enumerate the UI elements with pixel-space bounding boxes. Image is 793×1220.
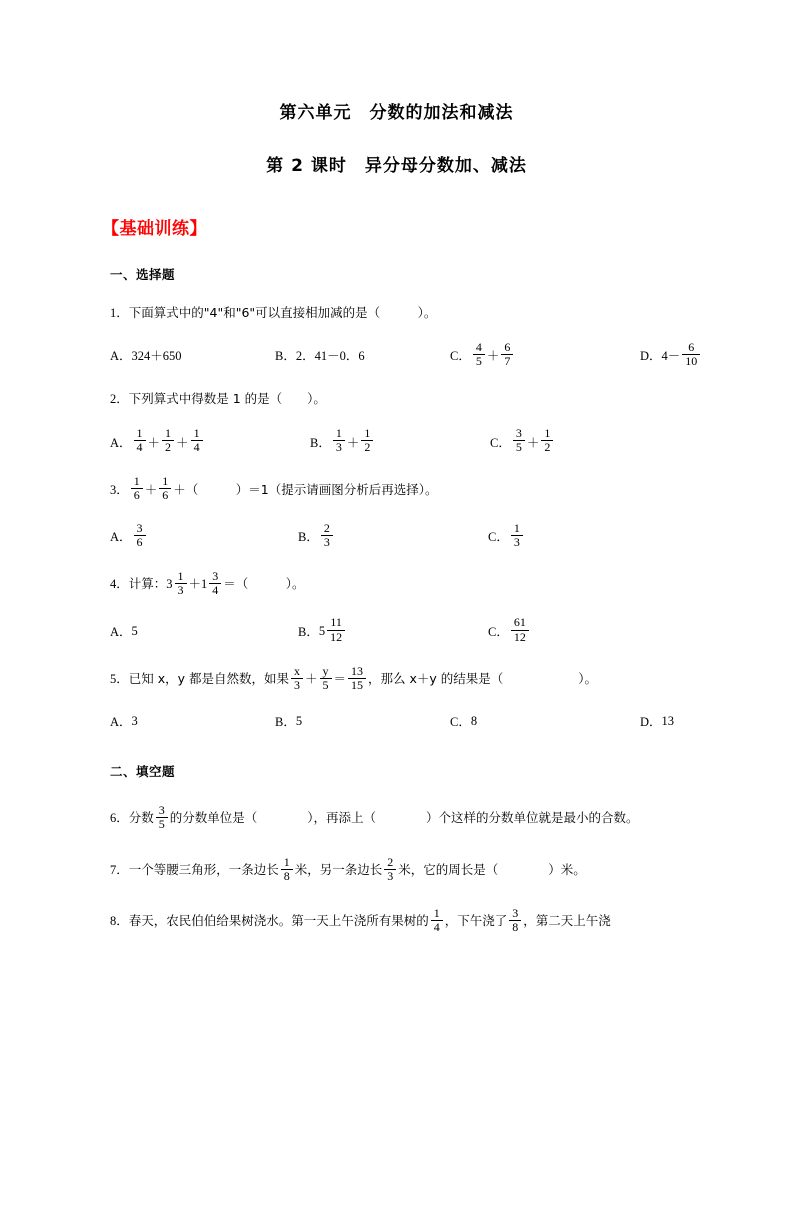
- option-1-a-label: A．: [110, 349, 132, 364]
- fraction-13-15: $\frac{13}{15}$: [348, 665, 366, 692]
- operator-plus-2: ＋: [176, 435, 189, 450]
- operator-plus: ＋: [346, 435, 360, 450]
- lesson-title: 第 2 课时 异分母分数加、减法: [266, 156, 527, 176]
- question-3-options: [110, 520, 721, 550]
- operator-plus: ＋: [188, 577, 202, 592]
- option-5-d-value: 13: [661, 713, 675, 728]
- option-1-c-label: C．: [450, 349, 471, 364]
- mixed-number-1-3-4: 1 $\frac{3}{4}$: [201, 571, 223, 598]
- fraction-1-2-b: $\frac{1}{2}$: [361, 427, 373, 454]
- operator-plus: ＋: [147, 435, 161, 450]
- mixed-number-3-1-3: 3 $\frac{1}{3}$: [166, 571, 188, 598]
- question-5: [110, 663, 721, 693]
- question-4-number: 4．: [110, 577, 129, 592]
- fraction-61-12: $\frac{61}{12}$: [511, 616, 529, 643]
- fraction-6-7: $\frac{6}{7}$: [501, 341, 513, 368]
- question-4-tail: ＝（ ）。: [223, 576, 305, 592]
- question-5-options: [110, 712, 721, 730]
- option-2-b: [310, 425, 490, 455]
- option-5-d-label: D．: [640, 715, 662, 730]
- fraction-1-3-c: $\frac{1}{3}$: [175, 570, 187, 597]
- fraction-1-4-c: $\frac{1}{4}$: [431, 907, 443, 934]
- option-5-c-label: C．: [450, 715, 471, 730]
- question-7-text-1: 一个等腰三角形，一条边长: [128, 861, 279, 877]
- operator-plus: ＋: [305, 672, 318, 687]
- option-1-b-label: B．: [275, 349, 296, 364]
- option-4-b-label: B．: [298, 625, 319, 640]
- fraction-1-4-b: $\frac{1}{4}$: [191, 427, 203, 454]
- option-4-c: [488, 617, 531, 644]
- question-7-text-2: 米，另一条边长: [294, 861, 383, 877]
- fraction-6-10: $\frac{6}{10}$: [682, 341, 700, 368]
- question-2-number: 2．: [110, 392, 129, 407]
- fraction-2-3-b: $\frac{2}{3}$: [384, 856, 396, 883]
- option-3-b: [298, 520, 488, 550]
- fraction-3-6: $\frac{3}{6}$: [134, 522, 146, 549]
- option-5-b-value: 5: [295, 713, 303, 728]
- question-3-number: 3．: [110, 482, 129, 497]
- option-5-d: [640, 712, 674, 730]
- fraction-1-8: $\frac{1}{8}$: [281, 856, 293, 883]
- question-6-text-1: 分数: [128, 810, 154, 826]
- fraction-1-6-b: $\frac{1}{6}$: [159, 475, 171, 502]
- option-5-a-label: A．: [110, 715, 132, 730]
- operator-plus: ＋: [486, 349, 500, 364]
- option-4-a-label: A．: [110, 625, 132, 640]
- option-4-b: [298, 617, 488, 644]
- fraction-1-3-b: $\frac{1}{3}$: [511, 522, 523, 549]
- fraction-y-5: $\frac{y}{5}$: [320, 665, 332, 692]
- option-3-c: [488, 520, 525, 550]
- fraction-3-4: $\frac{3}{4}$: [209, 570, 221, 597]
- question-5-text-1: 已知 x，y 都是自然数，如果: [128, 671, 290, 687]
- fraction-3-5: $\frac{3}{5}$: [513, 427, 525, 454]
- part-heading-choice: 一、选择题: [110, 267, 176, 282]
- question-1-text: 下面算式中的"4"和"6"可以直接相加减的是（ ）。: [128, 305, 437, 320]
- fraction-3-8: $\frac{3}{8}$: [509, 907, 521, 934]
- option-2-a-label: A．: [110, 435, 132, 450]
- question-1: [110, 304, 721, 323]
- fraction-1-3: $\frac{1}{3}$: [333, 427, 345, 454]
- option-1-d-prefix: 4－: [661, 349, 681, 364]
- option-2-c-label: C．: [490, 435, 511, 450]
- option-5-a: [110, 712, 275, 730]
- worksheet-page: [0, 98, 793, 1220]
- option-1-b-text: 2．41－0．6: [295, 349, 365, 364]
- question-4-prefix: 计算：: [128, 576, 167, 592]
- option-5-c: [450, 712, 640, 730]
- fraction-1-6: $\frac{1}{6}$: [131, 475, 143, 502]
- option-3-a: [110, 520, 298, 550]
- option-1-d: [640, 339, 702, 369]
- fraction-11-12: $\frac{11}{12}$: [327, 616, 345, 643]
- fraction-3-5-b: $\frac{3}{5}$: [156, 804, 168, 831]
- question-1-options: [110, 339, 721, 369]
- option-3-c-label: C．: [488, 530, 509, 545]
- mixed-number-5-11-12: 5 $\frac{11}{12}$: [319, 617, 347, 644]
- fraction-1-2-c: $\frac{1}{2}$: [541, 427, 553, 454]
- option-1-a-text: 324＋650: [131, 349, 182, 364]
- fraction-2-3: $\frac{2}{3}$: [321, 522, 333, 549]
- option-1-c: [450, 339, 640, 369]
- question-8-text-3: ，第二天上午浇: [523, 913, 611, 929]
- question-7-text-3: 米，它的周长是（ ）米。: [398, 861, 586, 877]
- fraction-4-5: $\frac{4}{5}$: [473, 341, 485, 368]
- operator-plus: ＋: [526, 435, 540, 450]
- option-2-c: [490, 425, 555, 455]
- question-2-text: 下列算式中得数是 1 的是（ ）。: [128, 391, 326, 407]
- option-5-c-value: 8: [470, 713, 478, 728]
- question-6-text-2: 的分数单位是（ ），再添上（ ）个这样的分数单位就是最小的合数。: [169, 810, 639, 826]
- section-heading: 【基础训练】: [102, 219, 207, 239]
- option-1-a: [110, 346, 275, 364]
- question-8-text-1: 春天，农民伯伯给果树浇水。第一天上午浇所有果树的: [128, 913, 429, 929]
- option-5-b-label: B．: [275, 715, 296, 730]
- question-2: [110, 390, 721, 409]
- question-3-tail: ＋（ ）＝1（提示请画图分析后再选择）。: [173, 481, 438, 497]
- question-6: [110, 805, 721, 832]
- question-8: [110, 905, 721, 935]
- question-5-number: 5．: [110, 672, 129, 687]
- question-1-number: 1．: [110, 306, 129, 320]
- option-4-c-label: C．: [488, 625, 509, 640]
- question-8-text-2: ，下午浇了: [444, 913, 508, 929]
- option-2-a: [110, 425, 310, 455]
- question-5-text-2: ，那么 x＋y 的结果是（ ）。: [368, 671, 598, 687]
- question-2-options: [110, 425, 721, 455]
- option-1-d-label: D．: [640, 349, 662, 364]
- option-3-a-label: A．: [110, 530, 132, 545]
- fraction-x-3: $\frac{x}{3}$: [291, 665, 303, 692]
- option-5-b: [275, 712, 450, 730]
- option-2-b-label: B．: [310, 435, 331, 450]
- question-4: [110, 571, 721, 598]
- fraction-1-4: $\frac{1}{4}$: [134, 427, 146, 454]
- part-heading-fill: 二、填空题: [110, 764, 176, 780]
- question-6-number: 6．: [110, 811, 129, 826]
- page-title: 第六单元 分数的加法和减法: [279, 103, 514, 123]
- option-4-a-value: 5: [131, 623, 138, 638]
- question-3: [110, 476, 721, 503]
- fraction-1-2: $\frac{1}{2}$: [162, 427, 174, 454]
- question-4-options: [110, 617, 721, 644]
- option-5-a-value: 3: [131, 713, 138, 728]
- option-4-a: [110, 622, 298, 640]
- operator-plus: ＋: [144, 482, 158, 497]
- option-1-b: [275, 346, 450, 364]
- option-3-b-label: B．: [298, 530, 319, 545]
- operator-equals: ＝: [333, 672, 347, 687]
- question-7-number: 7．: [110, 862, 129, 877]
- question-7: [110, 854, 721, 884]
- question-8-number: 8．: [110, 914, 129, 929]
